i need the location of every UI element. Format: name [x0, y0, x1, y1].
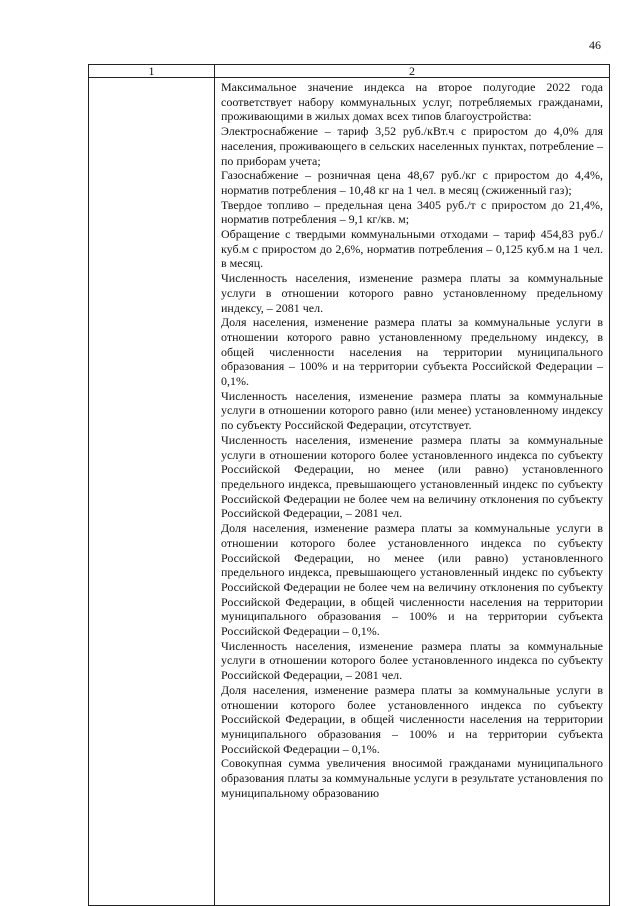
paragraph: Доля населения, изменение размера платы за коммунальные услуги в отношении которого более установленного индекса по субъекту Российской Федерации, в общей численности населения на территории муниципального образования – 100% и на территории субъекта Российской Федерации – 0,1%. — [221, 682, 603, 756]
paragraph: Твердое топливо – предельная цена 3405 руб./т с приростом до 21,4%, норматив потребления – 9,1 кг/кв. м; — [221, 197, 603, 227]
table-cell-empty — [89, 78, 215, 906]
document-table — [88, 64, 610, 906]
paragraph: Газоснабжение – розничная цена 48,67 руб./кг с приростом до 4,4%, норматив потребления – 10,48 кг на 1 чел. в месяц (сжиженный газ); — [221, 168, 603, 197]
column-header-2: 2 — [215, 65, 610, 78]
page-number: 46 — [589, 38, 601, 52]
paragraph: Максимальное значение индекса на второе полугодие 2022 года соответствует набору коммунальных услуг, потребляемых гражданами, проживающими в жилых домах всех типов благоустройства: — [221, 80, 603, 124]
paragraph: Совокупная сумма увеличения вносимой гражданами муниципального образования платы за коммунальные услуги в результате установления по муниципальному образованию — [221, 756, 603, 800]
paragraph: Численность населения, изменение размера платы за коммунальные услуги в отношении которого равно (или менее) установленному индексу по субъекту Российской Федерации, отсутствует. — [221, 388, 603, 433]
paragraph: Численность населения, изменение размера платы за коммунальные услуги в отношении которого равно установленному предельному индексу, – 2081 чел. — [221, 271, 603, 315]
content-block — [215, 78, 609, 800]
paragraph: Доля населения, изменение размера платы за коммунальные услуги в отношении которого более установленного индекса по субъекту Российской Федерации, но менее (или равно) установленного предельного индекса, превышающего установленный индекс по субъекту Российской Федерации не более чем на величину отклонения по субъекту Российской Федерации, в общей численности населения на территории муниципального образования – 100% и на территории субъекта Российской Федерации – 0,1%. — [221, 521, 603, 639]
column-header-1: 1 — [89, 65, 215, 78]
table-cell-content — [215, 78, 610, 906]
table-header-row — [89, 65, 610, 78]
paragraph: Электроснабжение – тариф 3,52 руб./кВт.ч с приростом до 4,0% для населения, проживающего в сельских населенных пунктах, потребление – по приборам учета; — [221, 124, 603, 168]
paragraph: Численность населения, изменение размера платы за коммунальные услуги в отношении которого более установленного индекса по субъекту Российской Федерации, но менее (или равно) установленного предельного индекса, превышающего установленный индекс по субъекту Российской Федерации не более чем на величину отклонения по субъекту Российской Федерации, – 2081 чел. — [221, 432, 603, 521]
paragraph: Обращение с твердыми коммунальными отходами – тариф 454,83 руб./куб.м с приростом до 2,6%, норматив потребления – 0,125 куб.м на 1 чел. в месяц. — [221, 227, 603, 271]
table-row — [89, 78, 610, 906]
paragraph: Численность населения, изменение размера платы за коммунальные услуги в отношении которого более установленного индекса по субъекту Российской Федерации, – 2081 чел. — [221, 638, 603, 683]
paragraph: Доля населения, изменение размера платы за коммунальные услуги в отношении которого равно установленному предельному индексу, в общей численности населения на территории муниципального образования – 100% и на территории субъекта Российской Федерации – 0,1%. — [221, 315, 603, 389]
